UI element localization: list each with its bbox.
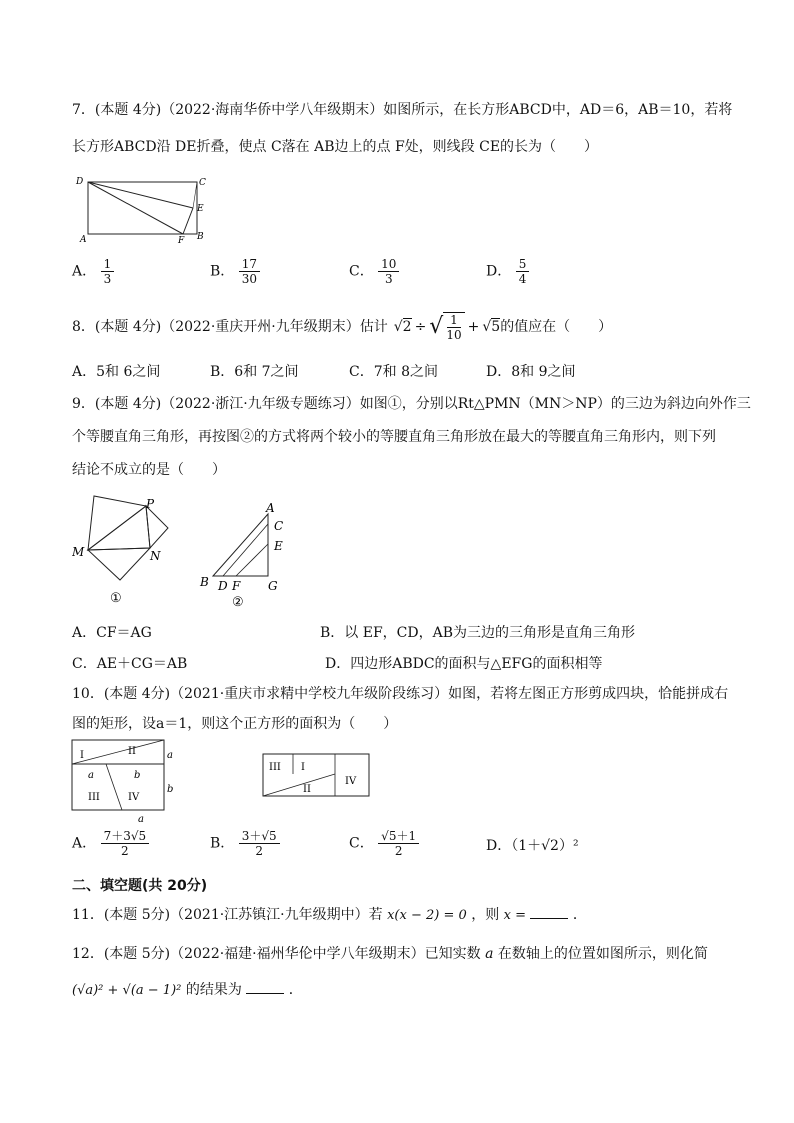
numerator: 10 — [378, 257, 399, 272]
q12-text-a: 12．(本题 5分)（2022·福建·福州华伦中学八年级期末）已知实数 — [72, 946, 481, 962]
fig10l-label-a-bottom: a — [138, 814, 144, 824]
numerator: 3＋√5 — [239, 829, 280, 844]
q11-prefix: 11．(本题 5分)（2021·江苏镇江·九年级期中）若 — [72, 907, 383, 923]
fig10l-label-a-inner: a — [88, 770, 94, 781]
q9-option-a[interactable]: A．CF＝AG — [72, 625, 152, 641]
fig9b-label-b: B — [200, 575, 209, 589]
option-text: （1＋√2）² — [511, 838, 579, 854]
fig7-label-e: E — [197, 204, 204, 214]
radicand: 5 — [491, 319, 501, 335]
fig10l-label-b-right: b — [167, 784, 174, 795]
q9-figure-2 — [198, 498, 298, 610]
numerator: 7＋3√5 — [101, 829, 150, 844]
q8-text-b: 的值应在（ ） — [500, 319, 613, 335]
numerator: 1 — [101, 257, 115, 272]
q8-option-a[interactable]: A．5和 6之间 — [72, 364, 161, 380]
fig9b-label-d: D — [218, 579, 228, 593]
q10-option-a[interactable] — [72, 829, 149, 858]
fraction — [239, 257, 260, 286]
q7-option-a[interactable] — [72, 257, 114, 286]
q12-end: ． — [288, 982, 303, 998]
q7-option-b[interactable] — [210, 257, 260, 286]
fig10l-label-ii: II — [128, 746, 136, 757]
denominator: 4 — [518, 272, 527, 286]
q10-figure-right — [261, 752, 373, 800]
q11-var: x = — [503, 908, 527, 923]
fig10l-label-b-inner: b — [134, 770, 141, 781]
fig9b-label-g: G — [268, 579, 278, 593]
plus-sign: + — [467, 319, 480, 335]
numerator: 1 — [447, 313, 461, 328]
fig9b-label-a: A — [266, 501, 275, 515]
fig10l-label-iii: III — [88, 792, 100, 803]
denominator: 30 — [241, 272, 258, 286]
sqrt-frac — [429, 312, 464, 342]
q11-equation: x(x − 2) = 0 — [387, 908, 467, 923]
option-letter: C． — [349, 835, 374, 852]
q12-text-b: 在数轴上的位置如图所示，则化简 — [497, 946, 708, 962]
radical-sign: √ — [429, 314, 444, 339]
q9-option-d[interactable]: D．四边形ABDC的面积与△EFG的面积相等 — [325, 656, 603, 672]
q10-option-b[interactable] — [210, 829, 280, 858]
denominator: 3 — [103, 272, 112, 286]
sqrt-5: √5 — [482, 319, 501, 335]
fig10r-label-iv: IV — [345, 776, 357, 787]
fig7-label-f: F — [178, 236, 185, 244]
fig9a-caption: ① — [110, 591, 122, 606]
q7-line1: 7．(本题 4分)（2022·海南华侨中学八年级期末）如图所示，在长方形ABCD中，AD＝6，AB＝10，若将 — [72, 102, 733, 118]
q12-text-c: 的结果为 — [185, 982, 242, 998]
numerator: √5＋1 — [378, 829, 419, 844]
q10-option-c[interactable] — [349, 829, 419, 858]
fraction — [378, 829, 419, 858]
q10-line2: 图的矩形，设a＝1，则这个正方形的面积为（ ） — [72, 716, 398, 732]
section-title: 二、填空题(共 20分) — [72, 878, 208, 894]
fig7-label-d: D — [76, 177, 84, 187]
fig7-label-b: B — [197, 232, 204, 242]
denominator: 3 — [384, 272, 393, 286]
q11-suffix: ，则 — [471, 907, 500, 923]
q7-option-d[interactable] — [486, 257, 529, 286]
radicand: 2 — [402, 319, 412, 335]
option-letter: B． — [210, 835, 235, 852]
fraction — [239, 829, 280, 858]
q11-answer-blank[interactable] — [530, 906, 568, 919]
fig9b-label-f: F — [232, 579, 241, 593]
denominator: 10 — [446, 328, 462, 342]
fig10r-label-i: I — [301, 762, 305, 773]
q7-figure — [72, 172, 222, 244]
fig10r-label-iii: III — [269, 762, 281, 773]
fig9b-label-e: E — [274, 539, 283, 553]
fig9b-label-c: C — [274, 519, 284, 533]
q12-var: a — [485, 946, 494, 962]
q7-line2: 长方形ABCD沿 DE折叠，使点 C落在 AB边上的点 F处，则线段 CE的长为（ ） — [72, 139, 599, 155]
q8-option-b[interactable]: B．6和 7之间 — [210, 364, 299, 380]
fig9b-caption: ② — [232, 595, 244, 610]
option-letter: A． — [72, 835, 97, 852]
fig9a-label-m: M — [72, 545, 85, 559]
q12-line1 — [72, 944, 708, 964]
q8-text-a: 8．(本题 4分)（2022·重庆开州·九年级期末）估计 — [72, 319, 388, 335]
divide-sign: ÷ — [414, 319, 427, 335]
fig10l-label-a-right: a — [167, 750, 173, 761]
q9-line1: 9．(本题 4分)（2022·浙江·九年级专题练习）如图①，分别以Rt△PMN（MN＞NP）的三边为斜边向外作三 — [72, 396, 751, 412]
fraction — [516, 257, 530, 286]
denominator: 2 — [255, 844, 264, 858]
fig9a-label-n: N — [150, 549, 161, 563]
q9-line2: 个等腰直角三角形，再按图②的方式将两个较小的等腰直角三角形放在最大的等腰直角三角形内，则下列 — [72, 429, 716, 445]
fig10l-label-i: I — [80, 750, 84, 761]
option-letter: D． — [486, 263, 512, 280]
q7-option-c[interactable] — [349, 257, 399, 286]
fraction — [101, 257, 115, 286]
denominator: 2 — [394, 844, 403, 858]
numerator: 5 — [516, 257, 530, 272]
q12-answer-blank[interactable] — [246, 981, 284, 994]
numerator: 17 — [239, 257, 260, 272]
q10-line1: 10．(本题 4分)（2021·重庆市求精中学校九年级阶段练习）如图，若将左图正方形剪成四块，恰能拼成右 — [72, 686, 729, 702]
fig7-label-c: C — [199, 178, 206, 188]
q10-option-d[interactable] — [486, 835, 579, 855]
q11-end: ． — [572, 907, 587, 923]
denominator: 2 — [121, 844, 129, 858]
q9-figure-1 — [72, 494, 182, 610]
q12-expression: (√a)² + √(a − 1)² — [72, 983, 182, 998]
q9-line3: 结论不成立的是（ ） — [72, 462, 226, 478]
fraction — [378, 257, 399, 286]
sqrt-2: √2 — [393, 319, 412, 335]
q11-line — [72, 905, 587, 926]
option-letter: B． — [210, 263, 235, 280]
q9-option-c[interactable]: C．AE＋CG＝AB — [72, 656, 188, 672]
q9-option-b[interactable]: B．以 EF，CD，AB为三边的三角形是直角三角形 — [320, 625, 636, 641]
fig9a-label-p: P — [146, 497, 155, 511]
q10-figure-left — [70, 738, 182, 824]
fig7-label-a: A — [80, 235, 87, 244]
q8-option-c[interactable]: C．7和 8之间 — [349, 364, 438, 380]
fraction — [443, 312, 464, 342]
q8-line1 — [72, 312, 612, 342]
q8-option-d[interactable]: D．8和 9之间 — [486, 364, 576, 380]
option-letter: C． — [349, 263, 374, 280]
fig10l-label-iv: IV — [128, 792, 140, 803]
q12-line2 — [72, 980, 303, 1001]
fig10r-label-ii: II — [303, 784, 311, 795]
option-letter: A． — [72, 263, 97, 280]
fraction — [101, 829, 150, 858]
option-letter: D． — [486, 838, 512, 854]
